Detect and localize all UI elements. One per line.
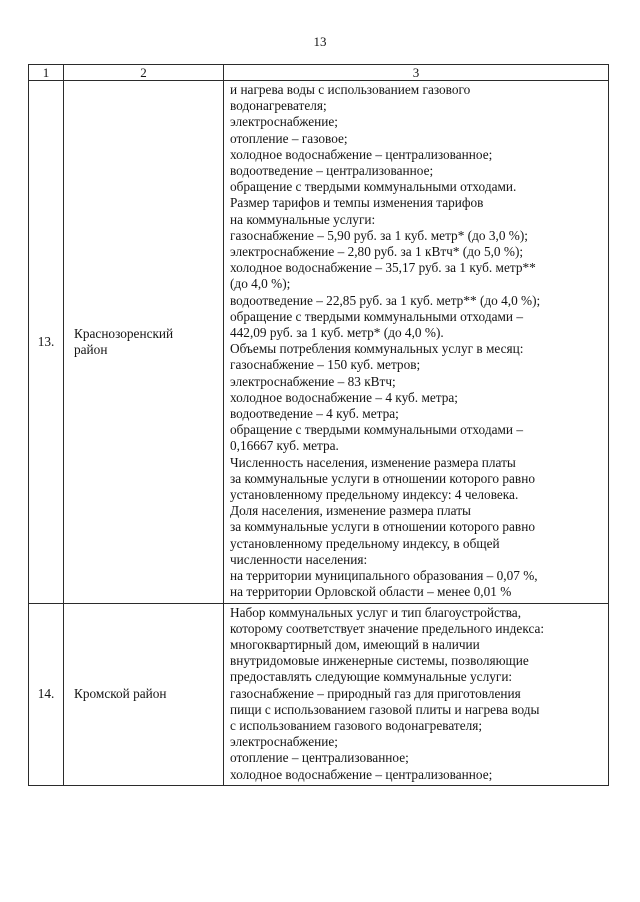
text-line: водоотведение – 4 куб. метра;: [230, 406, 399, 422]
text-line: за коммунальные услуги в отношении которого равно: [230, 470, 535, 486]
district-name-cell: [64, 81, 224, 604]
text-line: газоснабжение – 150 куб. метров;: [230, 357, 421, 373]
page-number: 13: [313, 34, 327, 49]
table-header-row: [29, 65, 609, 81]
text-line: 442,09 руб. за 1 куб. метр* (до 4,0 %).: [230, 325, 444, 341]
table-row: [29, 81, 609, 604]
text-line: Размер тарифов и темпы изменения тарифов: [230, 195, 484, 211]
text-line: на коммунальные услуги:: [230, 211, 376, 227]
utility-details-cell: [224, 603, 609, 785]
text-line: газоснабжение – 5,90 руб. за 1 куб. метр* (до 3,0 %);: [230, 227, 528, 243]
district-name-cell: [64, 603, 224, 785]
text-line: Доля населения, изменение размера платы: [230, 503, 471, 519]
text-line: Объемы потребления коммунальных услуг в месяц:: [230, 341, 524, 357]
text-line: обращение с твердыми коммунальными отходами.: [230, 179, 517, 195]
text-line: отопление – газовое;: [230, 130, 348, 146]
text-line: обращение с твердыми коммунальными отходами –: [230, 422, 523, 438]
text-line: обращение с твердыми коммунальными отходами –: [230, 308, 523, 324]
row-number-cell: 13.: [29, 81, 64, 604]
text-line: установленному предельному индексу: 4 человека.: [230, 487, 519, 503]
text-line: которому соответствует значение предельного индекса:: [230, 620, 545, 636]
text-line: отопление – централизованное;: [230, 750, 409, 766]
text-line: электроснабжение;: [230, 114, 338, 130]
text-line: с использованием газового водонагревателя;: [230, 717, 483, 733]
text-line: водоотведение – 22,85 руб. за 1 куб. метр** (до 4,0 %);: [230, 292, 541, 308]
text-line: водонагревателя;: [230, 98, 327, 114]
text-line: холодное водоснабжение – централизованное;: [230, 766, 493, 782]
text-line: электроснабжение – 83 кВтч;: [230, 373, 396, 389]
text-line: численности населения:: [230, 551, 368, 567]
table-row: [29, 603, 609, 785]
text-line: предоставлять следующие коммунальные услуги:: [230, 669, 513, 685]
text-line: многоквартирный дом, имеющий в наличии: [230, 636, 480, 652]
text-line: водоотведение – централизованное;: [230, 163, 434, 179]
text-line: Набор коммунальных услуг и тип благоустройства,: [230, 604, 522, 620]
text-line: холодное водоснабжение – централизованное;: [230, 146, 493, 162]
row-number-cell: 14.: [29, 603, 64, 785]
text-line: (до 4,0 %);: [230, 276, 291, 292]
text-line: газоснабжение – природный газ для приготовления: [230, 685, 521, 701]
district-name-line: Краснозоренский: [74, 325, 174, 341]
text-line: холодное водоснабжение – 4 куб. метра;: [230, 389, 458, 405]
column-header-3: 3: [224, 65, 609, 81]
text-line: электроснабжение;: [230, 734, 338, 750]
district-name-line: Кромской район: [74, 686, 167, 702]
text-line: внутридомовые инженерные системы, позволяющие: [230, 653, 529, 669]
district-name-line: район: [74, 341, 108, 357]
text-line: на территории Орловской области – менее 0,01 %: [230, 584, 512, 600]
table-body: [29, 81, 609, 786]
text-line: на территории муниципального образования – 0,07 %,: [230, 568, 538, 584]
text-line: Численность населения, изменение размера платы: [230, 454, 516, 470]
text-line: электроснабжение – 2,80 руб. за 1 кВтч* (до 5,0 %);: [230, 244, 524, 260]
text-line: и нагрева воды с использованием газового: [230, 82, 471, 97]
document-table: [28, 64, 609, 786]
text-line: за коммунальные услуги в отношении которого равно: [230, 519, 535, 535]
utility-details-cell: [224, 81, 609, 604]
column-header-1: 1: [29, 65, 64, 81]
text-line: установленному предельному индексу, в общей: [230, 535, 500, 551]
text-line: холодное водоснабжение – 35,17 руб. за 1 куб. метр**: [230, 260, 536, 276]
text-line: 0,16667 куб. метра.: [230, 438, 339, 454]
text-line: пищи с использованием газовой плиты и нагрева воды: [230, 701, 540, 717]
column-header-2: 2: [64, 65, 224, 81]
